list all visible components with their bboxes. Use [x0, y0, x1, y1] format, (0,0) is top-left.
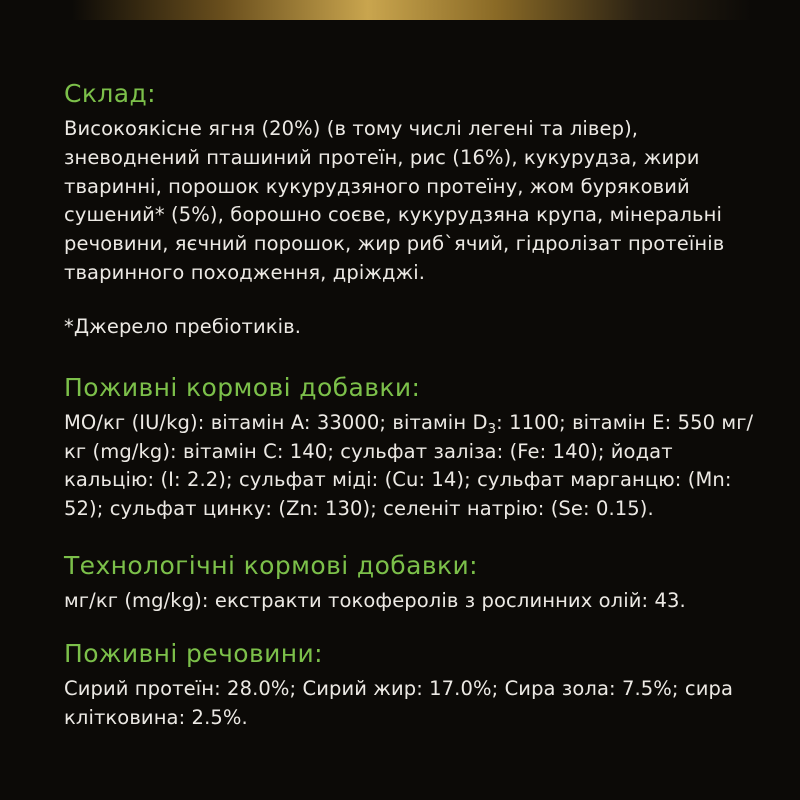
composition-text: Високоякісне ягня (20%) (в тому числі легені та лівер), зневоднений пташиний протеїн, рис (16%), кукурудза, жири тваринні, порошок кукурудзяного протеїну, жом буряковий сушений* (5%), борошно соєве, кукурудзяна крупа, мінеральні речовини, яєчний порошок, жир риб`ячий, гідролізат протеїнів тваринного походження, дріжджі.	[64, 117, 725, 284]
composition-title: Склад:	[64, 79, 156, 108]
section-composition	[64, 78, 754, 287]
section-analytical-constituents	[64, 638, 754, 733]
section-technological-additives	[64, 550, 754, 616]
nutritional-additives-text-part-1: МО/кг (IU/kg): вітамін A: 33000; вітамін D	[64, 411, 488, 435]
nutritional-additives-text-part-2: : 1100; вітамін E: 550 мг/кг (mg/kg): вітамін C: 140; сульфат заліза: (Fe: 140); йодат кальцію: (I: 2.2); сульфат міді: (Cu: 14); сульфат марганцю: (Mn: 52); сульфат цинку: (Zn: 130); селеніт натрію: (Se: 0.15).	[64, 411, 754, 521]
nutritional-additives-text	[64, 409, 754, 524]
section-footnote	[64, 313, 754, 342]
technological-additives-title: Технологічні кормові добавки:	[64, 550, 478, 580]
label-content	[64, 78, 754, 758]
section-nutritional-additives	[64, 372, 754, 524]
nutritional-additives-title: Поживні кормові добавки:	[64, 372, 421, 402]
footnote-text: *Джерело пребіотиків.	[64, 315, 302, 339]
vitamin-d3-subscript: 3	[487, 422, 497, 438]
analytical-constituents-text: Сирий протеїн: 28.0%; Сирий жир: 17.0%; Сира зола: 7.5%; сира клітковина: 2.5%.	[64, 676, 734, 729]
gold-accent-bar	[0, 0, 800, 20]
analytical-constituents-title: Поживні речовини:	[64, 638, 323, 668]
technological-additives-text: мг/кг (mg/kg): екстракти токоферолів з рослинних олій: 43.	[64, 588, 686, 612]
